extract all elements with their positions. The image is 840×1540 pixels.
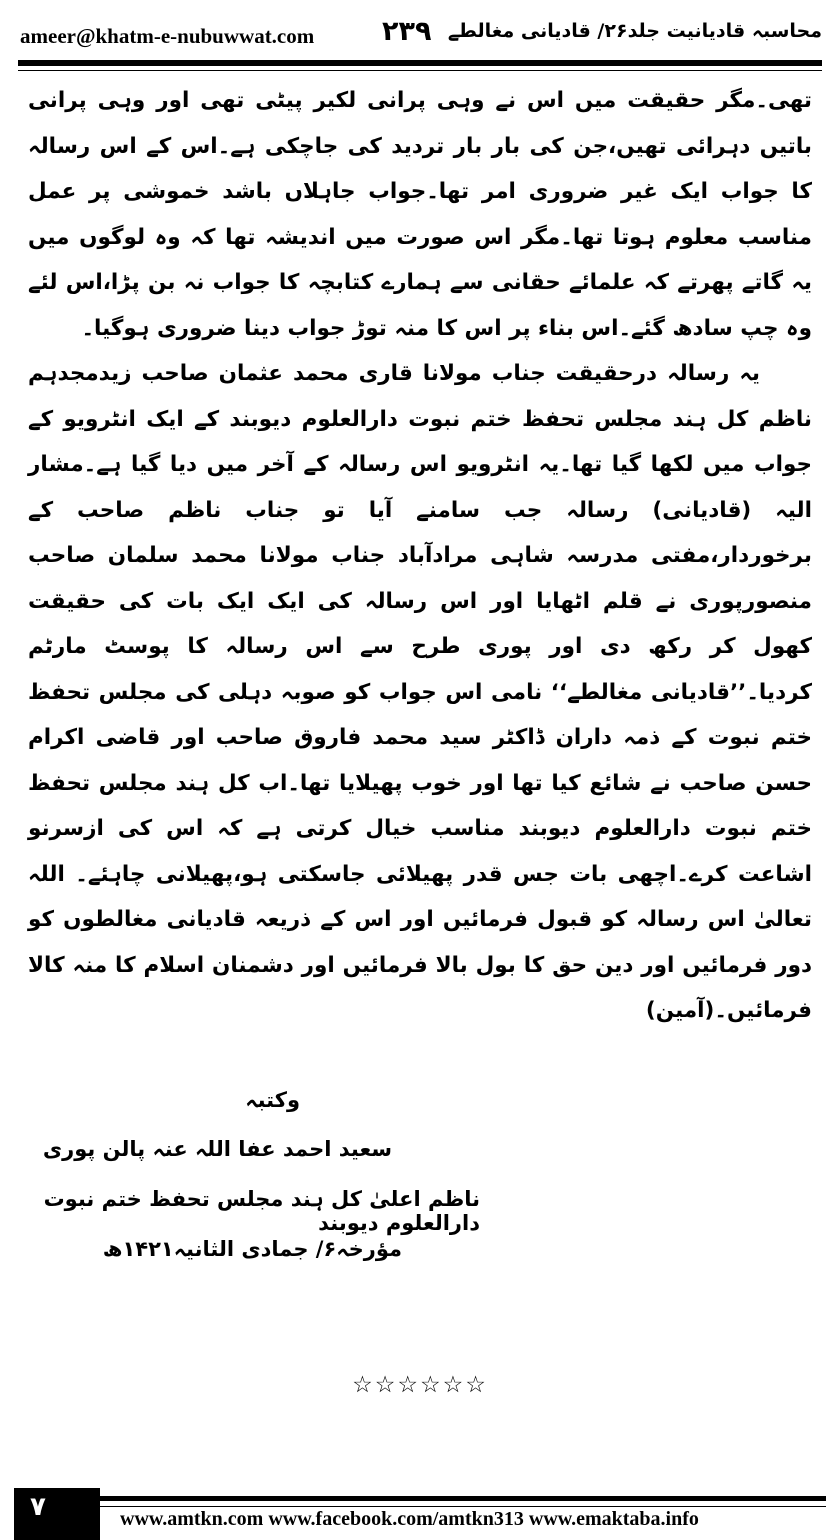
book-title: محاسبہ قادیانیت جلد۲۶/ قادیانی مغالطے	[447, 20, 822, 42]
footer-number-box	[14, 1488, 100, 1540]
footer-links: www.amtkn.com www.facebook.com/amtkn313 www.emaktaba.info	[120, 1508, 699, 1530]
header-rule-thin	[18, 70, 822, 71]
signature-closing: وکتبہ	[245, 1088, 300, 1112]
page-header	[14, 14, 826, 62]
paragraph-1: تھی۔مگر حقیقت میں اس نے وہی پرانی لکیر پیٹی تھی اور وہی پرانی باتیں دہرائی تھیں،جن کی بار بار تردید کی جاچکی ہے۔اس کے اس رسالہ کا جواب ایک غیر ضروری امر تھا۔جواب جاہلاں باشد خموشی پر عمل مناسب معلوم ہوتا تھا۔مگر اس صورت میں اندیشہ تھا کہ وہ لوگوں میں یہ گاتے پھرتے کہ علمائے حقانی سے ہمارے کتابچہ کا جواب نہ بن پڑا،اس لئے وہ چپ سادھ گئے۔اس بناء پر اس کا منہ توڑ جواب دینا ضروری ہوگیا۔	[28, 88, 812, 341]
header-email: ameer@khatm-e-nubuwwat.com	[20, 24, 315, 48]
star-separator: ☆☆☆☆☆☆	[352, 1372, 488, 1398]
body-text	[28, 78, 812, 1034]
signature-name: سعید احمد عفا اللہ عنہ پالن پوری	[42, 1137, 392, 1161]
footer-rule-thick	[100, 1496, 826, 1501]
page-number: ۲۳۹	[382, 16, 432, 47]
header-rule-thick	[18, 60, 822, 66]
footer-rule-thin	[100, 1506, 826, 1507]
signature-date: مؤرخہ۶/ جمادی الثانیہ۱۴۲۱ھ	[102, 1237, 402, 1261]
paragraph-2: یہ رسالہ درحقیقت جناب مولانا قاری محمد عثمان صاحب زیدمجدہم ناظم کل ہند مجلس تحفظ ختم نبوت دارالعلوم دیوبند کے ایک انٹرویو کے جواب میں لکھا گیا تھا۔یہ انٹرویو اس رسالہ کے آخر میں دیا گیا ہے۔مشار الیہ (قادیانی) رسالہ جب سامنے آیا تو جناب ناظم صاحب کے برخوردار،مفتی مدرسہ شاہی مرادآباد جناب مولانا محمد سلمان صاحب منصورپوری نے قلم اٹھایا اور اس رسالہ کی ایک ایک بات کی حقیقت کھول کر رکھ دی اور پوری طرح سے اس رسالہ کا پوسٹ مارٹم کردیا۔’’قادیانی مغالطے‘‘ نامی اس جواب کو صوبہ دہلی کی مجلس تحفظ ختم نبوت کے ذمہ داران ڈاکٹر سید محمد فاروق صاحب اور قاضی اکرام حسن صاحب نے شائع کیا تھا اور خوب پھیلایا تھا۔اب کل ہند مجلس تحفظ ختم نبوت دارالعلوم دیوبند مناسب خیال کرتی ہے کہ اس کی ازسرنو اشاعت کرے۔اچھی بات جس قدر پھیلائی جاسکتی ہو،پھیلانی چاہئے۔ اللہ تعالیٰ اس رسالہ کو قبول فرمائیں اور اس کے ذریعہ قادیانی مغالطوں کو دور فرمائیں اور دین حق کا بول بالا فرمائیں اور دشمنان اسلام کا منہ کالا فرمائیں۔(آمین)	[28, 361, 812, 1023]
footer-number: ۷	[30, 1492, 46, 1522]
signature-title: ناظم اعلیٰ کل ہند مجلس تحفظ ختم نبوت دارالعلوم دیوبند	[43, 1187, 480, 1235]
